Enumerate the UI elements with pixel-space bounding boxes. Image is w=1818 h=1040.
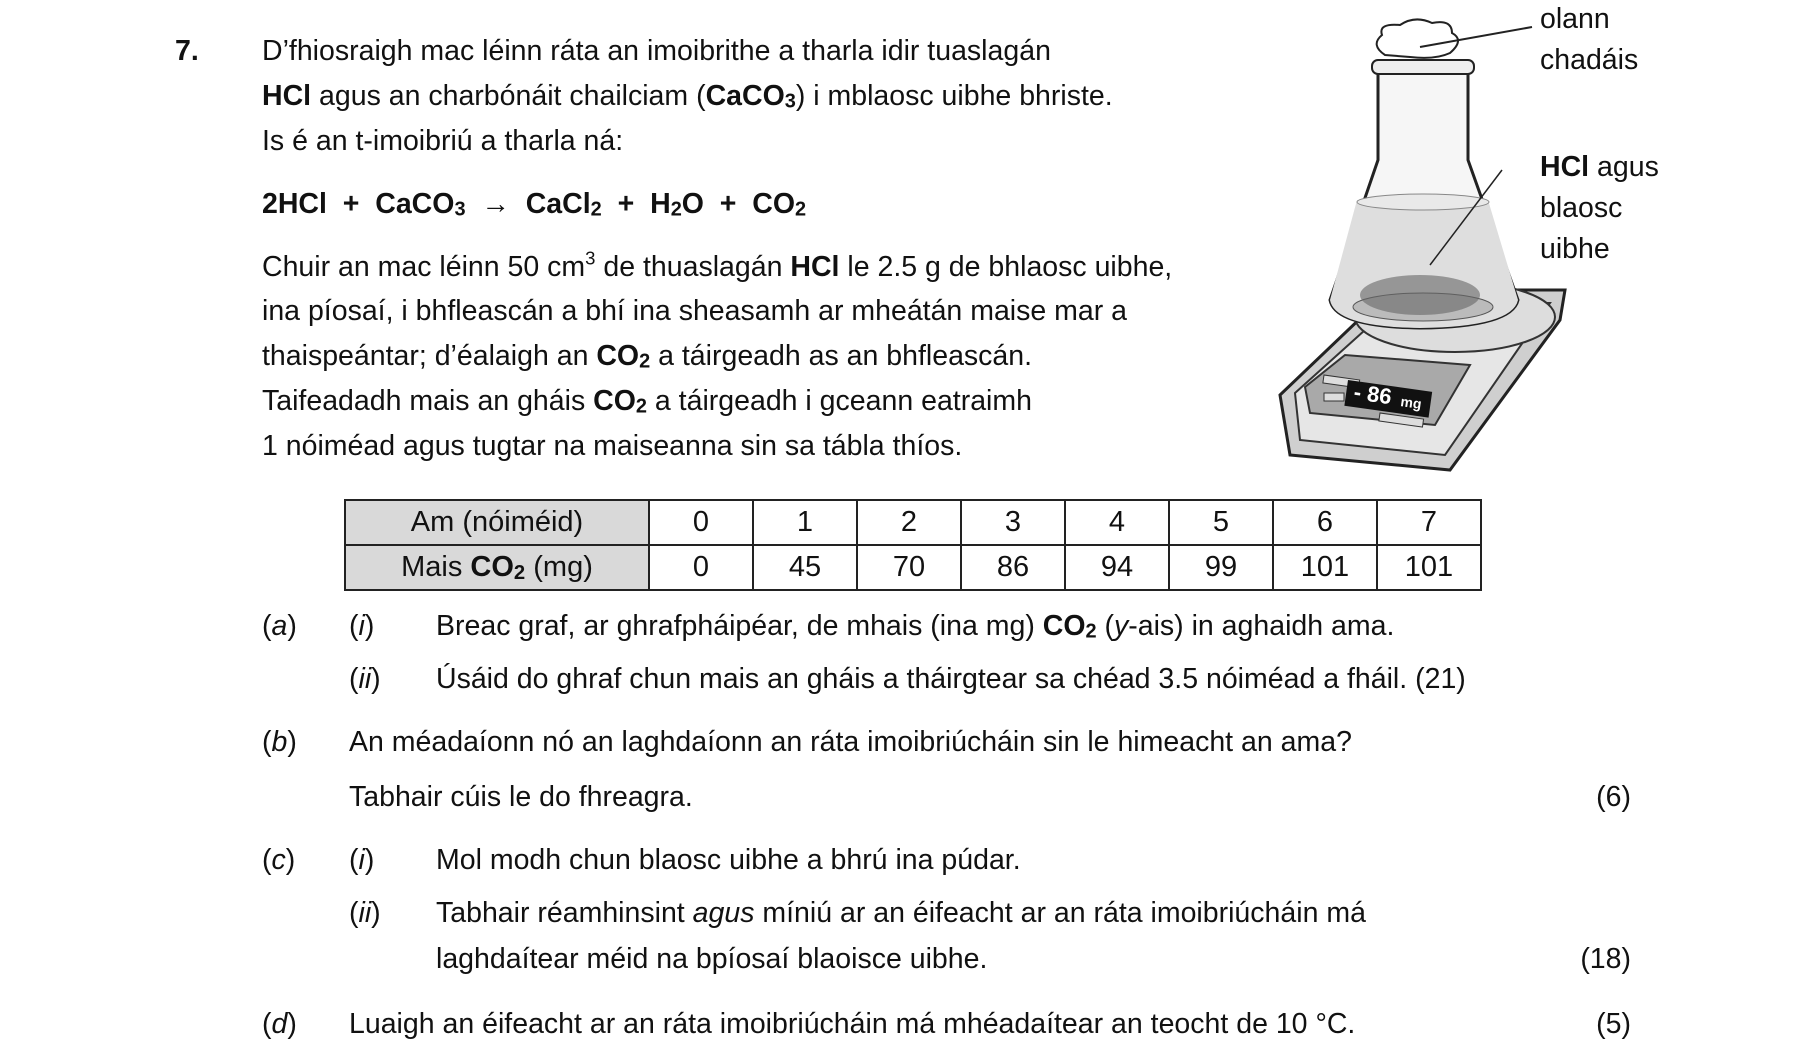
text: de thuaslagán [595,250,791,283]
intro-text: D’fhiosraigh mac léinn ráta an imoibrithe a tharla idir tuaslagán [262,34,1051,67]
caco3-term: CaCO [705,79,785,112]
subscript: 3 [454,198,466,221]
part-b-marks: (6) [1596,780,1631,813]
plus: + [617,187,635,220]
eq-reactants: 2HCl + CaCO [262,187,455,220]
time-cell: 3 [961,500,1065,545]
part-a-ii-label: (ii) [349,662,381,695]
intro-line-3: Is é an t-imoibriú a tharla ná: [262,124,624,157]
mass-cell: 99 [1169,545,1273,590]
balance-unit: mg [1399,393,1423,412]
label-hcl-shell-1 [1540,150,1659,183]
subscript: 2 [590,198,602,221]
text: agus [1589,150,1659,183]
subscript: 2 [639,350,651,373]
mass-cell: 45 [753,545,857,590]
text: (mg) [533,551,593,583]
part-c-i-text: Mol modh chun blaosc uibhe a bhrú ina púdar. [436,843,1021,876]
part-d-marks: (5) [1596,1007,1631,1040]
table-row-mass [345,545,1481,590]
conical-flask-icon [1330,19,1532,328]
time-cell: 5 [1169,500,1273,545]
eq-product: H [650,187,671,220]
row-header-mass [345,545,649,590]
paragraph-line-5: 1 nóiméad agus tugtar na maiseanna sin sa tábla thíos. [262,429,963,462]
text: le 2.5 g de bhlaosc uibhe, [839,250,1173,283]
text: Taifeadadh mais an gháis [262,384,594,417]
part-d-label: (d) [262,1007,297,1040]
co2-term: CO [593,384,636,417]
part-c-ii-text: Tabhair réamhinsint agus míniú ar an éifeacht ar an ráta imoibriúcháin má [436,896,1366,929]
part-a-marks: (21) [1415,662,1466,695]
intro-text: ) i mblaosc uibhe bhriste. [795,79,1113,112]
part-a-ii-text: Úsáid do ghraf chun mais an gháis a tháirgtear sa chéad 3.5 nóiméad a fháil. (21) [436,662,1466,695]
paragraph-line-2: ina píosaí, i bhfleascán a bhí ina sheasamh ar mheátán maise mar a [262,294,1127,327]
part-c-marks: (18) [1580,942,1631,975]
subscript: 3 [784,90,796,113]
intro-text: agus an charbónáit chailciam ( [319,79,706,112]
part-b-line-1: An méadaíonn nó an laghdaíonn an ráta imoibriúcháin sin le himeacht an ama? [349,725,1352,758]
mass-cell: 70 [857,545,961,590]
eq-product: CO [752,187,796,220]
text: thaispeántar; d’éalaigh an [262,339,597,372]
question-number: 7. [175,34,199,67]
mass-cell: 0 [649,545,753,590]
intro-line-2 [262,79,1113,113]
part-a-label: (a) [262,609,297,642]
balance-reading: - 86 [1352,379,1394,410]
subscript: 2 [513,562,526,585]
text: a táirgeadh i gceann eatraimh [646,384,1032,417]
time-cell: 6 [1273,500,1377,545]
superscript: 3 [585,247,596,269]
label-cotton-wool-1: olann [1540,2,1610,35]
time-cell: 7 [1377,500,1481,545]
row-header-time: Am (nóiméid) [345,500,649,545]
part-a-i-label: (i) [349,609,375,642]
co2-term: CO [470,551,514,583]
mass-cell: 94 [1065,545,1169,590]
part-d-text: Luaigh an éifeacht ar an ráta imoibriúcháin má mhéadaítear an teocht de 10 °C. [349,1007,1356,1040]
hcl-term: HCl [262,79,312,112]
mass-cell: 86 [961,545,1065,590]
flask-balance-illustration [1220,15,1818,485]
eq-product: O [681,187,704,220]
text: Chuir an mac léinn 50 cm [262,250,586,283]
paragraph-line-1 [262,247,1173,283]
subscript: 2 [635,395,647,418]
time-cell: 2 [857,500,961,545]
reaction-arrow: → [481,187,510,220]
subscript: 2 [795,198,807,221]
label-cotton-wool-2: chadáis [1540,43,1639,76]
label-hcl-shell-2: blaosc [1540,191,1623,224]
paragraph-line-3 [262,339,1033,373]
mass-cell: 101 [1273,545,1377,590]
plus: + [719,187,737,220]
label-hcl-shell-3: uibhe [1540,232,1610,265]
table-row-time [345,500,1481,545]
time-cell: 4 [1065,500,1169,545]
part-b-label: (b) [262,725,297,758]
time-cell: 1 [753,500,857,545]
part-b-line-2: Tabhair cúis le do fhreagra. [349,780,693,813]
chemical-equation [262,187,807,221]
data-table [344,499,1482,591]
mass-cell: 101 [1377,545,1481,590]
subscript: 2 [670,198,682,221]
hcl-term: HCl [790,250,840,283]
text: Mais [401,551,471,583]
paragraph-line-4 [262,384,1032,418]
part-c-i-label: (i) [349,843,375,876]
part-a-i-text: Breac graf, ar ghrafpháipéar, de mhais (ina mg) $CO_2$ (y-ais) in aghaidh ama. [436,609,1395,643]
text: a táirgeadh as an bhfleascán. [650,339,1033,372]
part-c-ii-line-2: laghdaítear méid na bpíosaí blaoisce uibhe. [436,942,988,975]
eq-product: CaCl [525,187,591,220]
part-c-label: (c) [262,843,296,876]
time-cell: 0 [649,500,753,545]
flask-on-balance-diagram [1220,15,1818,493]
hcl-term: HCl [1540,150,1590,183]
co2-term: CO [596,339,640,372]
intro-line-1 [262,34,1051,67]
part-c-ii-label: (ii) [349,896,381,929]
